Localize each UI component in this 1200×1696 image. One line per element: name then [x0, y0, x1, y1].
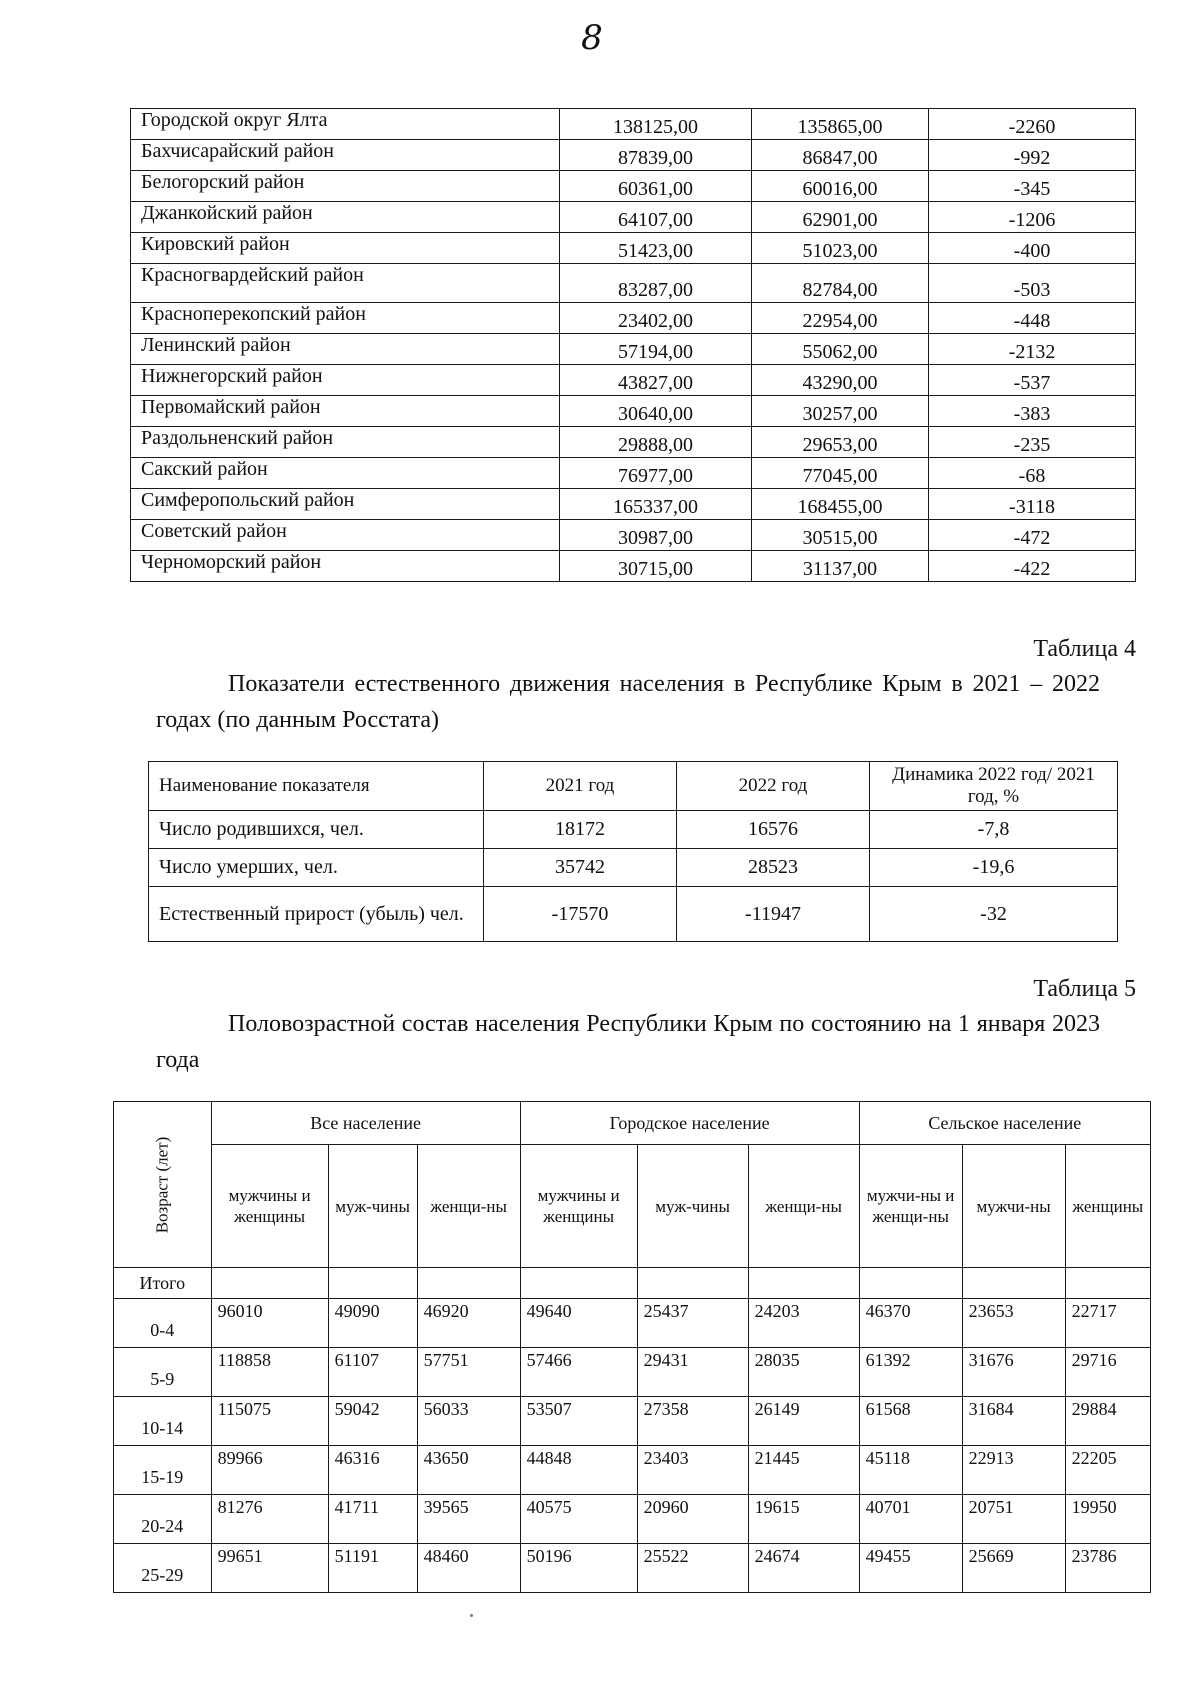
value-previous: 30987,00: [560, 520, 752, 551]
population-value: 49640: [520, 1299, 637, 1348]
district-name: Раздольненский район: [131, 427, 560, 458]
table4-title: Показатели естественного движения населения в Республике Крым в 2021 – 2022 годах (по данным Росстата): [156, 671, 1100, 733]
subheader: муж-чины: [637, 1145, 748, 1268]
population-value: 28035: [748, 1348, 859, 1397]
population-value: 96010: [211, 1299, 328, 1348]
population-value: 99651: [211, 1544, 328, 1593]
table4-row: [149, 811, 1118, 849]
value-2021: 18172: [484, 811, 677, 849]
district-row: [131, 140, 1136, 171]
population-value: 21445: [748, 1446, 859, 1495]
total-row: [114, 1268, 1151, 1299]
dynamics-value: -32: [870, 887, 1118, 942]
value-previous: 51423,00: [560, 233, 752, 264]
value-previous: 76977,00: [560, 458, 752, 489]
subheader: женщи-ны: [417, 1145, 520, 1268]
value-previous: 138125,00: [560, 109, 752, 140]
population-value: 46920: [417, 1299, 520, 1348]
value-previous: 23402,00: [560, 303, 752, 334]
population-value: 25669: [962, 1544, 1065, 1593]
population-value: 31676: [962, 1348, 1065, 1397]
subheader: мужчи-ны: [962, 1145, 1065, 1268]
district-row: [131, 303, 1136, 334]
value-previous: 43827,00: [560, 365, 752, 396]
value-current: 31137,00: [752, 551, 929, 582]
value-previous: 165337,00: [560, 489, 752, 520]
population-value: 53507: [520, 1397, 637, 1446]
population-value: 44848: [520, 1446, 637, 1495]
population-value: 24203: [748, 1299, 859, 1348]
dynamics-value: -7,8: [870, 811, 1118, 849]
population-value: 22717: [1065, 1299, 1150, 1348]
value-change: -2132: [929, 334, 1136, 365]
subheader: женщи-ны: [748, 1145, 859, 1268]
value-change: -68: [929, 458, 1136, 489]
total-label: Итого: [114, 1268, 212, 1299]
value-current: 82784,00: [752, 264, 929, 303]
population-value: 40701: [859, 1495, 962, 1544]
population-value: 31684: [962, 1397, 1065, 1446]
value-current: 77045,00: [752, 458, 929, 489]
population-value: 43650: [417, 1446, 520, 1495]
district-name: Нижнегорский район: [131, 365, 560, 396]
age-row: [114, 1299, 1151, 1348]
population-value: 81276: [211, 1495, 328, 1544]
population-value: 22913: [962, 1446, 1065, 1495]
table4-header-2021: 2021 год: [484, 762, 677, 811]
value-change: -537: [929, 365, 1136, 396]
value-current: 43290,00: [752, 365, 929, 396]
age-row: [114, 1397, 1151, 1446]
age-table-body: [114, 1299, 1151, 1593]
age-header: Возраст (лет): [152, 1136, 172, 1234]
value-change: -235: [929, 427, 1136, 458]
group-header-all: Все население: [211, 1102, 520, 1145]
population-value: 57751: [417, 1348, 520, 1397]
value-previous: 29888,00: [560, 427, 752, 458]
district-row: [131, 520, 1136, 551]
value-previous: 30640,00: [560, 396, 752, 427]
district-name: Первомайский район: [131, 396, 560, 427]
value-current: 29653,00: [752, 427, 929, 458]
district-name: Ленинский район: [131, 334, 560, 365]
indicator-name: Число родившихся, чел.: [149, 811, 484, 849]
table4-header-row: [149, 762, 1118, 811]
district-row: [131, 365, 1136, 396]
population-value: 27358: [637, 1397, 748, 1446]
indicator-name: Естественный прирост (убыль) чел.: [149, 887, 484, 942]
value-change: -503: [929, 264, 1136, 303]
value-previous: 83287,00: [560, 264, 752, 303]
population-value: 19950: [1065, 1495, 1150, 1544]
population-value: 61392: [859, 1348, 962, 1397]
age-group: 10-14: [114, 1397, 212, 1446]
value-previous: 87839,00: [560, 140, 752, 171]
population-value: 115075: [211, 1397, 328, 1446]
population-value: 46316: [328, 1446, 417, 1495]
group-header-rural: Сельское население: [859, 1102, 1150, 1145]
district-row: [131, 427, 1136, 458]
age-group: 0-4: [114, 1299, 212, 1348]
population-value: 56033: [417, 1397, 520, 1446]
table5-group-header-row: [114, 1102, 1151, 1145]
subheader: мужчи-ны и женщи-ны: [859, 1145, 962, 1268]
district-row: [131, 233, 1136, 264]
population-value: 20960: [637, 1495, 748, 1544]
district-name: Красноперекопский район: [131, 303, 560, 334]
population-value: 50196: [520, 1544, 637, 1593]
value-2021: -17570: [484, 887, 677, 942]
table4-caption: Таблица 4: [1033, 636, 1136, 662]
value-current: 30257,00: [752, 396, 929, 427]
population-value: 23786: [1065, 1544, 1150, 1593]
value-change: -383: [929, 396, 1136, 427]
age-header-cell: [114, 1102, 212, 1268]
value-previous: 64107,00: [560, 202, 752, 233]
population-value: 41711: [328, 1495, 417, 1544]
population-value: 25437: [637, 1299, 748, 1348]
age-group: 15-19: [114, 1446, 212, 1495]
subheader: мужчины и женщины: [211, 1145, 328, 1268]
value-previous: 57194,00: [560, 334, 752, 365]
value-current: 168455,00: [752, 489, 929, 520]
district-name: Белогорский район: [131, 171, 560, 202]
value-2021: 35742: [484, 849, 677, 887]
value-current: 51023,00: [752, 233, 929, 264]
population-value: 19615: [748, 1495, 859, 1544]
population-value: 29431: [637, 1348, 748, 1397]
districts-table-body: [131, 109, 1136, 582]
district-row: [131, 489, 1136, 520]
group-header-urban: Городское население: [520, 1102, 859, 1145]
district-name: Городской округ Ялта: [131, 109, 560, 140]
district-row: [131, 109, 1136, 140]
scan-speck: [470, 1614, 473, 1617]
value-change: -345: [929, 171, 1136, 202]
value-previous: 30715,00: [560, 551, 752, 582]
indicator-name: Число умерших, чел.: [149, 849, 484, 887]
page-number: 8: [581, 18, 603, 58]
subheader: женщины: [1065, 1145, 1150, 1268]
district-row: [131, 396, 1136, 427]
dynamics-value: -19,6: [870, 849, 1118, 887]
population-value: 61107: [328, 1348, 417, 1397]
age-group: 5-9: [114, 1348, 212, 1397]
population-value: 29716: [1065, 1348, 1150, 1397]
districts-population-table: [130, 108, 1136, 582]
population-value: 89966: [211, 1446, 328, 1495]
population-value: 61568: [859, 1397, 962, 1446]
value-change: -3118: [929, 489, 1136, 520]
population-value: 39565: [417, 1495, 520, 1544]
value-change: -422: [929, 551, 1136, 582]
district-name: Джанкойский район: [131, 202, 560, 233]
value-current: 22954,00: [752, 303, 929, 334]
value-current: 62901,00: [752, 202, 929, 233]
population-value: 57466: [520, 1348, 637, 1397]
district-name: Сакский район: [131, 458, 560, 489]
district-row: [131, 458, 1136, 489]
district-name: Кировский район: [131, 233, 560, 264]
population-value: 26149: [748, 1397, 859, 1446]
value-change: -992: [929, 140, 1136, 171]
value-change: -2260: [929, 109, 1136, 140]
value-current: 60016,00: [752, 171, 929, 202]
district-name: Красногвардейский район: [131, 264, 560, 303]
table4-header-dynamics: Динамика 2022 год/ 2021 год, %: [870, 762, 1118, 811]
population-value: 59042: [328, 1397, 417, 1446]
district-name: Бахчисарайский район: [131, 140, 560, 171]
population-value: 23403: [637, 1446, 748, 1495]
value-2022: 28523: [677, 849, 870, 887]
population-value: 48460: [417, 1544, 520, 1593]
population-value: 22205: [1065, 1446, 1150, 1495]
table5-caption: Таблица 5: [1033, 976, 1136, 1002]
population-value: 45118: [859, 1446, 962, 1495]
table5-subheader-row: [114, 1145, 1151, 1268]
population-value: 118858: [211, 1348, 328, 1397]
population-value: 29884: [1065, 1397, 1150, 1446]
subheader: мужчины и женщины: [520, 1145, 637, 1268]
table4-header-indicator: Наименование показателя: [149, 762, 484, 811]
population-value: 23653: [962, 1299, 1065, 1348]
district-row: [131, 171, 1136, 202]
population-value: 24674: [748, 1544, 859, 1593]
population-value: 49090: [328, 1299, 417, 1348]
age-group: 25-29: [114, 1544, 212, 1593]
value-change: -400: [929, 233, 1136, 264]
value-current: 135865,00: [752, 109, 929, 140]
age-row: [114, 1446, 1151, 1495]
value-previous: 60361,00: [560, 171, 752, 202]
natural-movement-table: [148, 761, 1118, 942]
population-value: 20751: [962, 1495, 1065, 1544]
value-change: -1206: [929, 202, 1136, 233]
value-change: -448: [929, 303, 1136, 334]
value-change: -472: [929, 520, 1136, 551]
district-row: [131, 334, 1136, 365]
age-row: [114, 1544, 1151, 1593]
age-group: 20-24: [114, 1495, 212, 1544]
value-current: 30515,00: [752, 520, 929, 551]
population-value: 25522: [637, 1544, 748, 1593]
district-row: [131, 264, 1136, 303]
population-value: 40575: [520, 1495, 637, 1544]
age-sex-table: [113, 1101, 1151, 1593]
district-name: Симферопольский район: [131, 489, 560, 520]
population-value: 46370: [859, 1299, 962, 1348]
district-row: [131, 551, 1136, 582]
district-row: [131, 202, 1136, 233]
population-value: 49455: [859, 1544, 962, 1593]
value-2022: 16576: [677, 811, 870, 849]
table4-row: [149, 887, 1118, 942]
value-current: 55062,00: [752, 334, 929, 365]
table5-title: Половозрастной состав населения Республики Крым по состоянию на 1 января 2023 года: [156, 1011, 1100, 1073]
table4-row: [149, 849, 1118, 887]
table4-header-2022: 2022 год: [677, 762, 870, 811]
age-row: [114, 1348, 1151, 1397]
subheader: муж-чины: [328, 1145, 417, 1268]
district-name: Советский район: [131, 520, 560, 551]
age-row: [114, 1495, 1151, 1544]
value-2022: -11947: [677, 887, 870, 942]
population-value: 51191: [328, 1544, 417, 1593]
value-current: 86847,00: [752, 140, 929, 171]
district-name: Черноморский район: [131, 551, 560, 582]
